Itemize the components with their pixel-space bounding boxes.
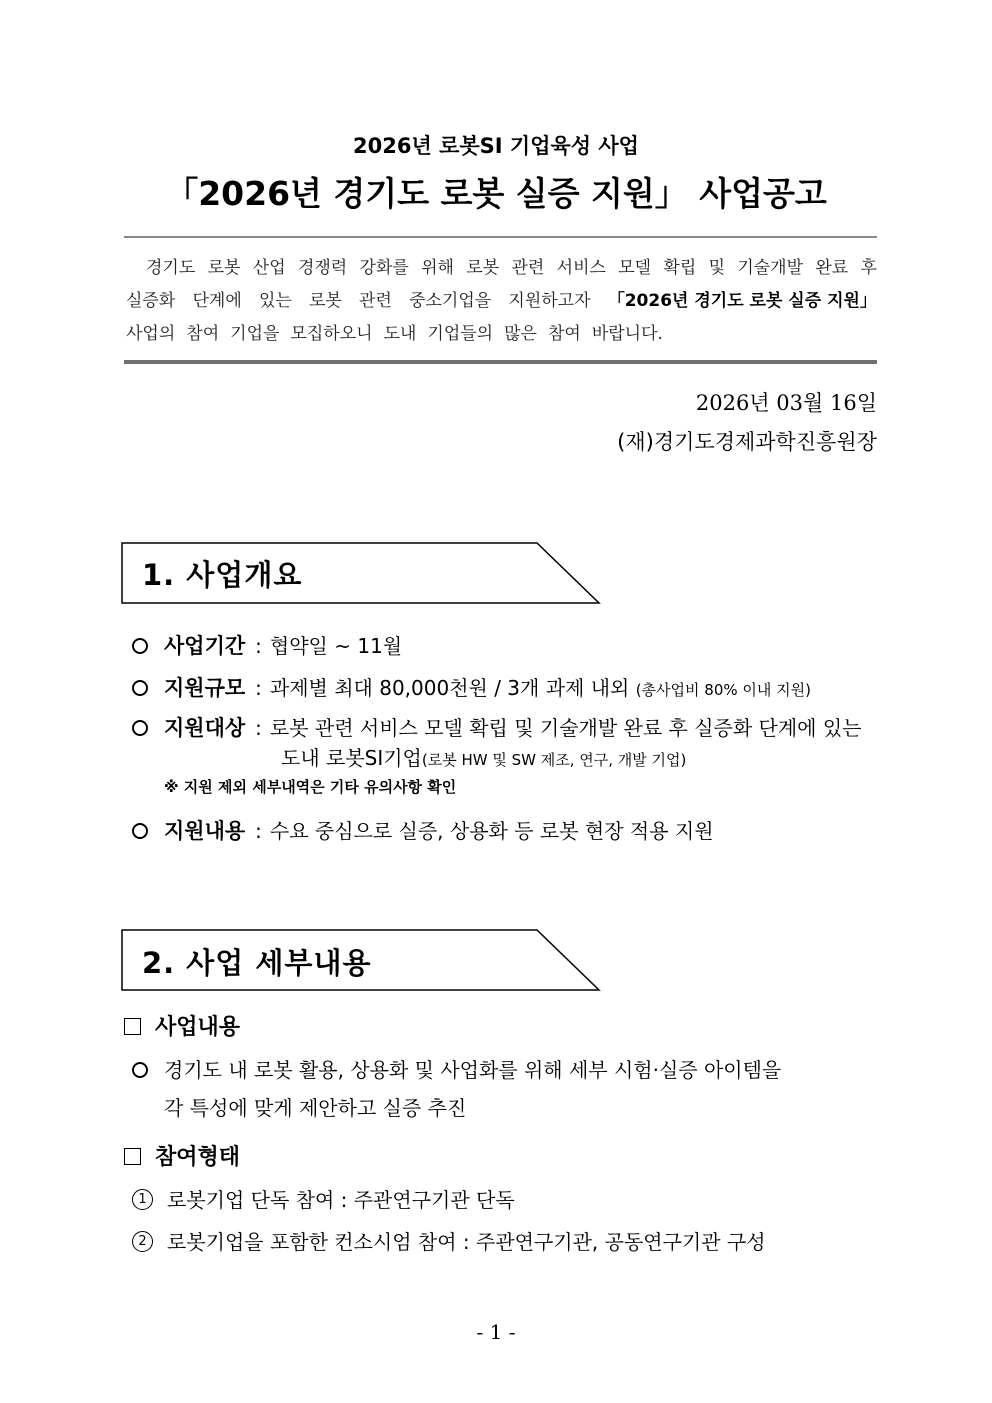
intro-word: 완료 (815, 258, 849, 278)
intro-word: 참여 (547, 324, 581, 344)
intro-word: 로봇 (207, 258, 241, 278)
intro-word: 기업을 (230, 324, 280, 344)
intro-word: 많은 (504, 324, 537, 344)
intro-word: 단계에 (192, 291, 242, 311)
top-divider (124, 236, 877, 238)
page-title: 「2026년 경기도 로봇 실증 지원」 사업공고 (165, 174, 827, 213)
intro-paragraph (126, 252, 877, 351)
intro-word: 기술개발 (737, 258, 804, 278)
intro-word: 경기도 (146, 258, 196, 278)
intro-word: 바랍니다. (591, 324, 663, 344)
participation-item-2: 2 로봇기업을 포함한 컨소시엄 참여 : 주관연구기관, 공동연구기관 구성 (132, 1226, 766, 1255)
square-bullet-icon (124, 1018, 141, 1035)
section-1-title: 1. 사업개요 (142, 558, 303, 592)
intro-word: 실증화 (126, 291, 176, 311)
intro-word: 경쟁력 (297, 258, 348, 278)
circle-bullet-icon (132, 680, 148, 696)
bottom-divider (124, 360, 877, 364)
business-content-line-2: 각 특성에 맞게 제안하고 실증 추진 (164, 1096, 467, 1120)
circle-bullet-icon (132, 638, 148, 654)
intro-word: 강화를 (359, 258, 409, 278)
circle-bullet-icon (132, 720, 148, 736)
exclusion-note: ※ 지원 제외 세부내역은 기타 유의사항 확인 (164, 778, 457, 796)
intro-word: 도내 (383, 324, 417, 344)
intro-word: 확립 (663, 258, 697, 278)
overview-item-target-line2: 도내 로봇SI기업(로봇 HW 및 SW 제조, 연구, 개발 기업) (281, 746, 687, 770)
intro-word: 로봇 (466, 258, 500, 278)
intro-word: 관련 (359, 291, 392, 311)
intro-line-3 (126, 318, 877, 351)
overview-item-target: 지원대상 : 로봇 관련 서비스 모델 확립 및 기술개발 완료 후 실증화 단계에 있는 (132, 712, 861, 742)
intro-word: 산업 (252, 258, 286, 278)
overview-item-content: 지원내용 : 수요 중심으로 실증, 상용화 등 로봇 현장 적용 지원 (132, 815, 714, 845)
page-number: - 1 - (476, 1320, 516, 1344)
issuing-organization: (재)경기도경제과학진흥원장 (617, 430, 877, 454)
subtitle: 2026년 로봇SI 기업육성 사업 (353, 134, 639, 158)
intro-word: 위해 (421, 258, 454, 278)
intro-line-1 (126, 252, 877, 285)
intro-word: 중소기업을 (409, 291, 492, 311)
intro-word: 관련 (511, 258, 545, 278)
overview-item-period: 사업기간 : 협약일 ~ 11월 (132, 630, 402, 660)
enum-number-2: 2 (132, 1231, 153, 1252)
square-bullet-icon (124, 1148, 141, 1165)
program-name-highlight: 「2026년 경기도 로봇 실증 지원」 (607, 291, 877, 311)
circle-bullet-icon (132, 1062, 148, 1078)
intro-word: 참여 (186, 324, 220, 344)
business-content-heading: 사업내용 (124, 1010, 240, 1041)
participation-item-1: 1 로봇기업 단독 참여 : 주관연구기관 단독 (132, 1184, 515, 1213)
intro-line-2 (126, 285, 877, 318)
intro-word: 지원하고자 (508, 291, 591, 311)
intro-word: 로봇 (308, 291, 342, 311)
intro-word: 있는 (258, 291, 292, 311)
intro-word: 기업들의 (427, 324, 494, 344)
enum-number-1: 1 (132, 1189, 153, 1210)
circle-bullet-icon (132, 823, 148, 839)
overview-item-scale: 지원규모 : 과제별 최대 80,000천원 / 3개 과제 내외 (총사업비 80% 이내 지원) (132, 672, 811, 702)
intro-word: 사업의 (126, 324, 176, 344)
announcement-date: 2026년 03월 16일 (695, 391, 877, 415)
intro-word: 모델 (618, 258, 652, 278)
intro-word: 서비스 (556, 258, 606, 278)
participation-heading: 참여형태 (124, 1140, 240, 1171)
intro-word: 및 (708, 258, 726, 278)
intro-word: 모집하오니 (290, 324, 373, 344)
intro-word: 후 (860, 258, 877, 278)
section-2-title: 2. 사업 세부내용 (142, 946, 372, 980)
business-content-line-1: 경기도 내 로봇 활용, 상용화 및 사업화를 위해 세부 시험·실증 아이템을 (132, 1054, 781, 1083)
